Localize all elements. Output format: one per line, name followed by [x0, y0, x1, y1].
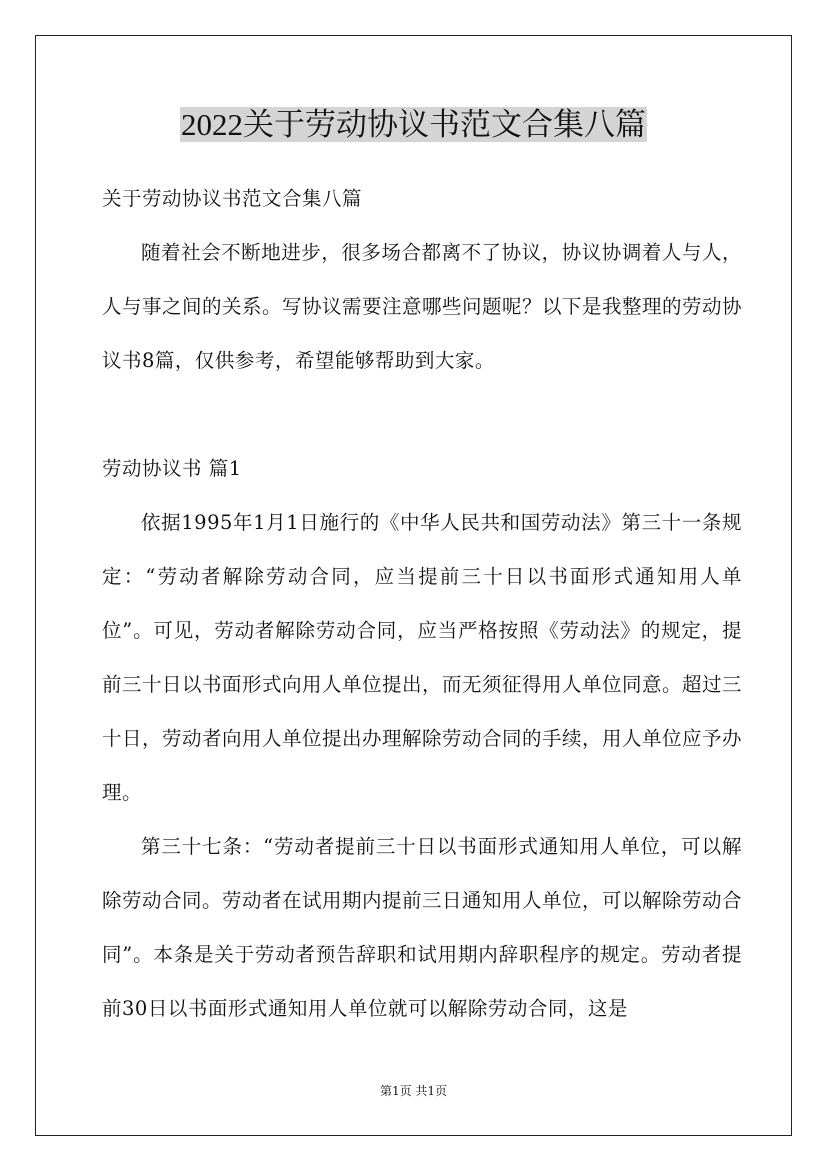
intro-paragraph: 随着社会不断地进步，很多场合都离不了协议，协议协调着人与人，人与事之间的关系。写协议需要注意哪些问题呢？以下是我整理的劳动协议书8篇，仅供参考，希望能够帮助到大家。: [102, 241, 743, 372]
body-paragraph-2: 第三十七条：“劳动者提前三十日以书面形式通知用人单位，可以解除劳动合同。劳动者在试用期内提前三日通知用人单位，可以解除劳动合同”。本条是关于劳动者预告辞职和试用期内辞职程序的规定。劳动者提前30日以书面形式通知用人单位就可以解除劳动合同，这是: [102, 835, 743, 1020]
document-body: [102, 172, 742, 1036]
body-paragraph-1: 依据1995年1月1日施行的《中华人民共和国劳动法》第三十一条规定：“劳动者解除劳动合同，应当提前三十日以书面形式通知用人单位”。可见，劳动者解除劳动合同，应当严格按照《劳动法》的规定，提前三十日以书面形式向用人单位提出，而无须征得用人单位同意。超过三十日，劳动者向用人单位提出办理解除劳动合同的手续，用人单位应予办理。: [102, 511, 743, 804]
document-subtitle: 关于劳动协议书范文合集八篇: [102, 187, 363, 210]
page-footer: 第1页 共1页: [379, 1084, 448, 1098]
section-spacer: [102, 388, 742, 442]
document-title: [0, 103, 827, 147]
document-title-text: 2022关于劳动协议书范文合集八篇: [181, 107, 646, 142]
section-heading: 劳动协议书 篇1: [102, 457, 242, 480]
